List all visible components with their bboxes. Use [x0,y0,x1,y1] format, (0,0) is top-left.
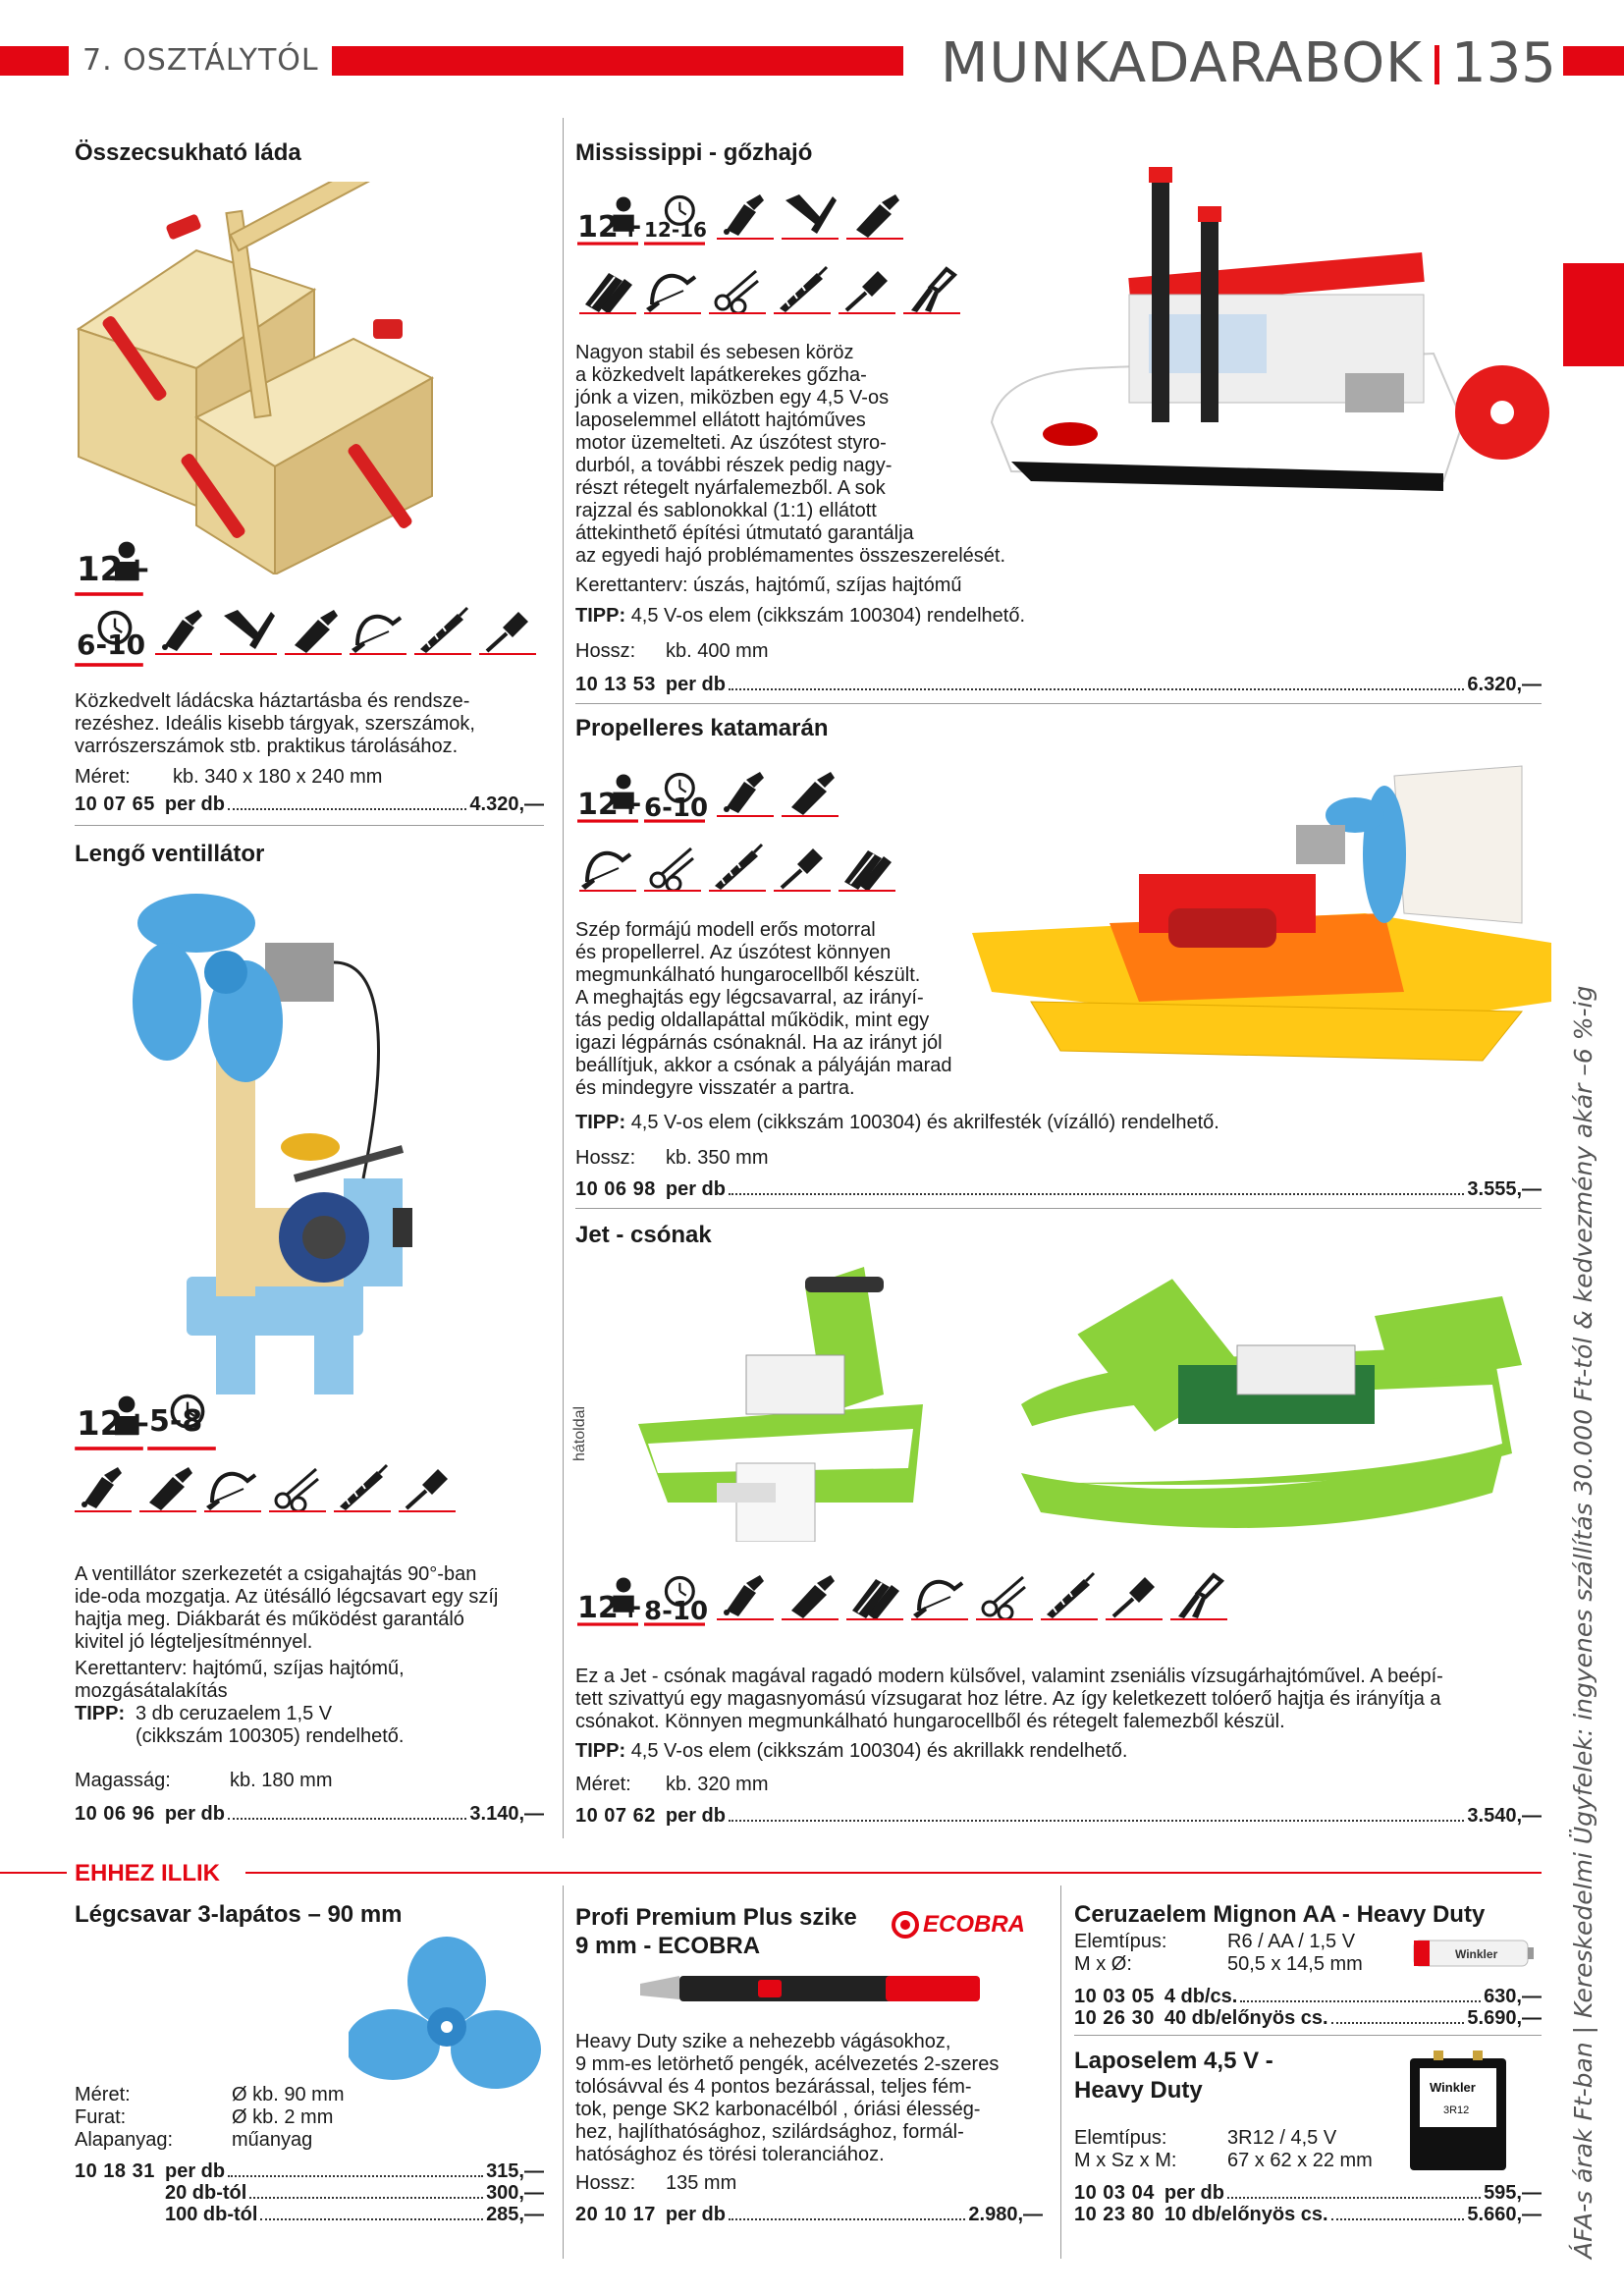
curriculum-gozhajo: Kerettanterv: úszás, hajtómű, szíjas hajtómű [575,574,962,596]
flat-battery-brand: Winkler [1430,2080,1476,2095]
spec-value: R6 / AA / 1,5 V [1227,1931,1356,1952]
price-value: 5.660,— [1467,2204,1542,2225]
spec-row [75,2129,344,2152]
aa-battery-image [1410,1937,1538,1970]
item-code: 20 10 17 [575,2204,656,2225]
product-image-ventilator [118,884,491,1394]
size-row-katamaran [575,1147,768,1170]
price-unit: 20 db-tól [165,2182,247,2204]
column-divider-ehhez-2 [1060,1886,1061,2259]
price-unit: per db [165,2160,226,2182]
size-value: 135 mm [666,2172,737,2194]
price-row-laposelem-1 [1074,2182,1542,2205]
price-row-gozhajo [575,674,1542,696]
price-unit: per db [665,1178,726,1200]
spec-value: 67 x 62 x 22 mm [1227,2150,1373,2171]
knife-image [640,1970,986,2009]
glue-tube-icon [782,768,839,817]
price-row-ventilator [75,1803,544,1826]
side-vertical-note: ÁFA-s árak Ft-ban | Kereskedelmi Ügyfelek: ingyenes szállítás 30.000 Ft-tól & kedvezmény akár –6 %-ig [1569,985,1597,2259]
age-label-lada: 12+ [77,550,151,589]
header-bar-left-block [0,46,69,76]
glue-tube-icon [285,606,342,655]
item-code: 10 06 96 [75,1803,155,1825]
tip-katamaran [575,1112,1219,1134]
size-value: kb. 340 x 180 x 240 mm [173,766,383,788]
tip-label: TIPP: [575,605,626,627]
ehhez-illik-label: EHHEZ ILLIK [75,1860,220,1886]
glue-bottle-icon [717,768,774,817]
propeller-image [349,1937,545,2104]
ecobra-logo-text: ECOBRA [923,1911,1026,1938]
product-desc-jetcsonak: Ez a Jet - csónak magával ragadó modern külsővel, valamint zseniális vízsugárhajtóművel. A beépí- tett szivattyú egy magasnyomású vízsugarat hoz létre. Az így keletkezett tolóerő hajtja és irányítja a csónakot. Könnyen megmunkálható hungarocellből és rétegelt falemezből készül. [575,1666,1443,1732]
price-value: 300,— [486,2182,544,2204]
item-code: 10 03 05 [1074,1986,1155,2007]
screwdriver-icon [399,1463,456,1512]
spec-row [1074,2150,1373,2172]
product-title-lada: Összecsukható láda [75,139,301,166]
file-rasp-icon [709,843,766,892]
price-row-katamaran [575,1178,1542,1201]
fretsaw-icon [204,1463,261,1512]
tool-icons-katamaran-row1 [717,768,839,817]
age-label-ventilator: 12+ [77,1404,151,1444]
product-image-jet-back [628,1257,943,1542]
price-value: 315,— [486,2160,544,2182]
time-label-ventilator: 5-8 [149,1404,203,1439]
product-title-jetcsonak: Jet - csónak [575,1222,712,1248]
fretsaw-icon [350,606,406,655]
glue-bottle-icon [155,606,212,655]
price-value: 285,— [486,2204,544,2225]
item-code: 10 07 65 [75,793,155,815]
price-value: 5.690,— [1467,2007,1542,2029]
spec-row [1074,2127,1373,2150]
age-label-katamaran: 12+ [577,788,643,822]
leader-dots [228,808,466,810]
spec-label: Furat: [75,2106,127,2128]
spec-label: Elemtípus: [1074,1931,1167,1952]
tip-jetcsonak [575,1740,1127,1763]
product-title-ventilator: Lengő ventillátor [75,841,265,867]
price-value: 4.320,— [469,793,544,815]
product-desc-ventilator: A ventillátor szerkezetét a csigahajtás 90°-ban ide-oda mozgatja. Az ütésálló légcsavart egy szíj hajtja meg. Diákbarát és működést garantáló kivitel jó légteljesítménnyel. [75,1563,499,1653]
price-value: 595,— [1484,2182,1542,2204]
section-label: 7. OSZTÁLYTÓL [82,43,319,78]
tool-icons-jetcsonak [717,1571,1227,1620]
spec-label: Alapanyag: [75,2129,174,2151]
tool-icons-gozhajo-row1 [717,191,903,240]
glue-tube-icon [782,1571,839,1620]
specs-ceruzaelem [1074,1931,1363,1976]
rule-ehhez-left [0,1872,67,1874]
size-row-gozhajo [575,640,768,663]
item-code: 10 06 98 [575,1178,656,1200]
price-unit: per db [1164,2182,1224,2204]
glue-bottle-icon [717,1571,774,1620]
glue-tube-icon [846,191,903,240]
price-unit: 10 db/előnyös cs. [1164,2204,1328,2225]
ruler-square-icon [782,191,839,240]
spec-value: Ø kb. 2 mm [232,2106,334,2128]
price-row-szike [575,2204,1043,2226]
rule-ceruzaelem [1074,2035,1542,2036]
product-title-szike: Profi Premium Plus szike 9 mm - ECOBRA [575,1904,857,1959]
time-label-gozhajo: 12-16 [644,218,707,242]
scissors-icon [709,265,766,314]
item-code: 10 13 53 [575,674,656,695]
product-image-lada [59,182,452,574]
time-label-jetcsonak: 8-10 [644,1597,709,1626]
tip-ventilator [75,1703,404,1748]
price-row-laposelem-2 [1074,2204,1542,2226]
scissors-icon [644,843,701,892]
tool-icons-gozhajo-row2 [579,265,960,314]
page-number: 135 [1451,31,1556,95]
size-row-jetcsonak [575,1774,768,1796]
price-row-legcsavar-2 [75,2182,544,2205]
spec-label: Elemtípus: [1074,2127,1167,2149]
leader-dots [228,2175,483,2177]
item-code: 10 07 62 [575,1805,656,1827]
spec-row [75,2084,344,2106]
item-code: 10 23 80 [1074,2204,1155,2225]
product-title-laposelem: Laposelem 4,5 V - Heavy Duty [1074,2048,1273,2104]
fretsaw-icon [644,265,701,314]
leader-dots [1331,2022,1465,2024]
price-unit: per db [665,2204,726,2225]
size-label: Méret: [575,1774,631,1795]
screwdriver-icon [479,606,536,655]
screwdriver-icon [839,265,895,314]
leader-dots [228,1818,466,1820]
sandpaper-icon [579,265,636,314]
time-label-lada: 6-10 [77,629,146,661]
flat-battery-type: 3R12 [1443,2105,1470,2116]
ecobra-logo [892,1911,1025,1939]
price-unit: per db [164,1803,225,1825]
size-label: Magasság: [75,1770,171,1791]
fretsaw-icon [911,1571,968,1620]
price-value: 3.540,— [1467,1805,1542,1827]
glue-bottle-icon [75,1463,132,1512]
screwdriver-icon [1106,1571,1163,1620]
scissors-icon [269,1463,326,1512]
screwdriver-icon [774,843,831,892]
price-row-legcsavar-3 [75,2204,544,2226]
size-label: Hossz: [575,640,636,662]
price-unit: 40 db/előnyös cs. [1164,2007,1328,2029]
page-title: MUNKADARABOK [941,31,1423,95]
tool-icons-lada [155,606,536,655]
pliers-icon [1170,1571,1227,1620]
product-desc-szike: Heavy Duty szike a nehezebb vágásokhoz, 9 mm-es letörhető pengék, acélvezetés 2-szeres tolósávval és 4 pontos bezárással, teljes fém- tok, penge SK2 karbonacélból , óriási élesség- hez, hajlíthatósághoz, szilárdsághoz, formál- hatósághoz és törési toleranciához. [575,2031,1000,2165]
pliers-icon [903,265,960,314]
product-desc-lada: Közkedvelt ládácska háztartásba és rendsze- rezéshez. Ideális kisebb tárgyak, szerszámok, varrószerszámok stb. praktikus tárolásához. [75,690,475,757]
leader-dots [729,1820,1464,1822]
size-label: Hossz: [575,2172,636,2194]
file-rasp-icon [774,265,831,314]
leader-dots [1227,2197,1481,2199]
spec-value: 3R12 / 4,5 V [1227,2127,1337,2149]
header-bar-middle [332,46,903,76]
fretsaw-icon [579,843,636,892]
product-image-jet-front [1001,1257,1551,1561]
size-row-lada [75,766,382,789]
file-rasp-icon [334,1463,391,1512]
rule-lada [75,825,544,826]
glue-bottle-icon [717,191,774,240]
leader-dots [729,1193,1464,1195]
ruler-square-icon [220,606,277,655]
tip-text: 4,5 V-os elem (cikkszám 100304) és akrillakk rendelhető. [630,1740,1128,1762]
sandpaper-icon [839,843,895,892]
product-desc-gozhajo: Nagyon stabil és sebesen köröz a közkedvelt lapátkerekes gőzha- jónk a vizen, miközben egy 4,5 V-os laposelemmel ellátott hajtóműves motor üzemelteti. Az úszótest styro- durból, a további részek pedig nagy- részt rétegelt nyárfalemezből. A sok rajzzal és sablonokkal (1:1) ellátott áttekinthető építési útmutató garantálja az egyedi hajó problémamentes összeszerelését. [575,342,1006,567]
column-divider-ehhez-1 [563,1886,564,2259]
item-code: 10 26 30 [1074,2007,1155,2029]
price-unit: 100 db-tól [165,2204,258,2225]
price-value: 6.320,— [1467,674,1542,695]
column-divider-main [563,118,564,1838]
tip-label: TIPP: [75,1703,126,1724]
specs-legcsavar [75,2084,344,2152]
size-row-ventilator [75,1770,332,1792]
scissors-icon [976,1571,1033,1620]
aa-battery-brand: Winkler [1455,1947,1498,1961]
price-unit: per db [164,793,225,815]
age-label-jetcsonak: 12+ [577,1591,643,1625]
spec-value: 50,5 x 14,5 mm [1227,1953,1363,1975]
title-divider [1435,45,1439,84]
header-bar-right-block [1563,46,1624,76]
item-code: 10 03 04 [1074,2182,1155,2204]
price-value: 3.140,— [469,1803,544,1825]
leader-dots [1331,2218,1465,2220]
price-row-legcsavar-1 [75,2160,544,2183]
price-row-lada [75,793,544,816]
flat-battery-image [1404,2049,1512,2176]
product-title-legcsavar: Légcsavar 3-lapátos – 90 mm [75,1901,403,1928]
size-value: kb. 320 mm [666,1774,769,1795]
size-value: kb. 350 mm [666,1147,769,1169]
size-label: Méret: [75,766,131,788]
price-value: 630,— [1484,1986,1542,2007]
product-desc-katamaran: Szép formájú modell erős motorral és propellerrel. Az úszótest könnyen megmunkálható hungarocellből készült. A meghajtás egy légcsavarral, az irányí- tás pedig oldallapáttal működik, mint egy igazi légpárnás csónaknál. Ha az irányt jól beállítjuk, akkor a csónak a pályáján marad és mindegyre visszatér a partra. [575,919,952,1099]
leader-dots [729,2218,965,2220]
price-row-ceruzaelem-2 [1074,2007,1542,2030]
leader-dots [729,688,1464,690]
item-code: 10 18 31 [75,2160,155,2182]
file-rasp-icon [1041,1571,1098,1620]
spec-value: Ø kb. 90 mm [232,2084,345,2105]
tip-text: 4,5 V-os elem (cikkszám 100304) rendelhető. [630,605,1026,627]
sandpaper-icon [846,1571,903,1620]
tip-gozhajo [575,605,1025,628]
specs-laposelem [1074,2127,1373,2172]
size-label: Hossz: [575,1147,636,1169]
size-value: kb. 400 mm [666,640,769,662]
price-unit: per db [665,1805,726,1827]
spec-label: M x Sz x M: [1074,2150,1177,2171]
tip-label: TIPP: [575,1740,626,1762]
spec-row [1074,1953,1363,1976]
spec-row [75,2106,344,2129]
spec-value: műanyag [232,2129,313,2151]
time-label-katamaran: 6-10 [644,793,709,823]
price-unit: per db [665,674,726,695]
price-row-ceruzaelem-1 [1074,1986,1542,2008]
product-title-gozhajo: Mississippi - gőzhajó [575,139,813,166]
tip-text: 3 db ceruzaelem 1,5 V (cikkszám 100305) rendelhető. [135,1703,405,1747]
price-row-jetcsonak [575,1805,1542,1828]
rule-gozhajo [575,703,1542,704]
leader-dots [260,2218,483,2220]
age-label-gozhajo: 12+ [577,210,643,245]
tool-icons-katamaran-row2 [579,843,895,892]
side-red-tab [1563,263,1624,366]
price-value: 3.555,— [1467,1178,1542,1200]
tool-icons-ventilator [75,1463,456,1512]
leader-dots [249,2197,483,2199]
size-value: kb. 180 mm [230,1770,333,1791]
rule-katamaran [575,1208,1542,1209]
spec-label: M x Ø: [1074,1953,1132,1975]
rule-ehhez [245,1872,1542,1874]
product-title-katamaran: Propelleres katamarán [575,715,829,741]
file-rasp-icon [414,606,471,655]
leader-dots [1240,2000,1481,2002]
size-row-szike [575,2172,736,2195]
glue-tube-icon [139,1463,196,1512]
product-title-ceruzaelem: Ceruzaelem Mignon AA - Heavy Duty [1074,1901,1486,1928]
price-unit: 4 db/cs. [1164,1986,1238,2007]
tip-text: 4,5 V-os elem (cikkszám 100304) és akrilfesték (vízálló) rendelhető. [630,1112,1219,1133]
back-side-label: hátoldal [571,1405,588,1461]
spec-label: Méret: [75,2084,131,2105]
ecobra-logo-icon [892,1911,919,1939]
spec-row [1074,1931,1363,1953]
price-value: 2.980,— [968,2204,1043,2225]
curriculum-ventilator: Kerettanterv: hajtómű, szíjas hajtómű, mozgásátalakítás [75,1658,405,1702]
tip-label: TIPP: [575,1112,626,1133]
